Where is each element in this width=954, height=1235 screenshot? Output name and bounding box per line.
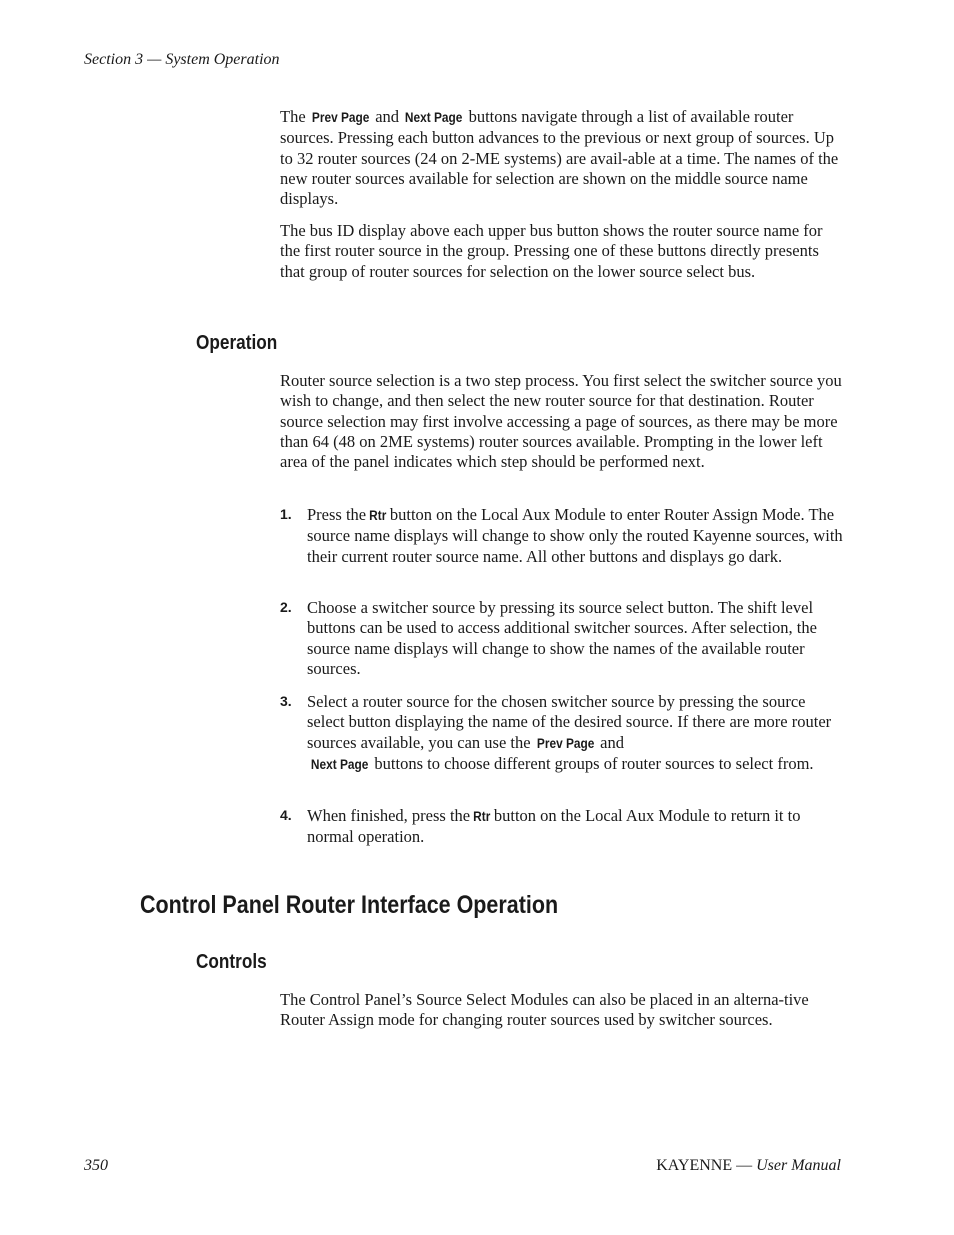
text-run: and: [371, 107, 404, 126]
step-text: [307, 692, 845, 775]
intro-paragraph-1: [280, 107, 845, 209]
prev-page-button-label: Prev Page: [311, 110, 370, 125]
next-page-button-label: Next Page: [405, 110, 463, 125]
controls-paragraph: The Control Panel’s Source Select Modules can also be placed in an alterna-tive Router Assign mode for changing router sources used by switcher sources.: [280, 990, 809, 1030]
text-run: Press the: [307, 505, 371, 524]
step-text: [307, 806, 845, 848]
operation-paragraph: Router source selection is a two step process. You first select the switcher source you wish to change, and then select the new router source for that destination. Router source selection may first involve accessing a page of sources, as there may be more than 64 (48 on 2ME systems) router sources available. Prompting in the lower left area of the panel indicates which step should be performed next.: [280, 371, 842, 472]
step-number: 3.: [280, 693, 292, 709]
step-3: [280, 692, 845, 775]
step-1: [280, 505, 845, 567]
text-run: The: [280, 107, 310, 126]
step-text: Choose a switcher source by pressing its source select button. The shift level buttons can be used to access additional switcher sources. After selection, the source name displays will change to show the names of the available router sources.: [307, 598, 817, 678]
rtr-button-label: Rtr: [369, 508, 387, 523]
prev-page-button-label: Prev Page: [536, 735, 595, 751]
step-4: [280, 806, 845, 848]
operation-heading: Operation: [196, 332, 278, 354]
step-number: 1.: [280, 506, 292, 522]
section-heading: Control Panel Router Interface Operation: [140, 891, 559, 919]
next-page-button-label: Next Page: [310, 756, 369, 772]
product-name: KAYENNE: [656, 1157, 733, 1174]
page-number: 350: [84, 1157, 108, 1174]
running-header: Section 3 — System Operation: [84, 51, 280, 68]
rtr-button-label: Rtr: [473, 809, 491, 824]
step-number: 2.: [280, 599, 292, 615]
text-run: Select a router source for the chosen switcher source by pressing the source select button displaying the name of the desired source. If there are more router sources available, you can use the: [307, 692, 832, 752]
text-run: button on the Local Aux Module to enter Router Assign Mode. The source name displays will change to show only the routed Kayenne sources, with their current router source name. All other buttons and displays go dark.: [307, 505, 843, 566]
document-title: User Manual: [756, 1157, 841, 1174]
controls-heading: Controls: [196, 951, 267, 973]
step-text: [307, 505, 845, 567]
text-run: buttons to choose different groups of router sources to select from.: [370, 753, 814, 773]
step-number: 4.: [280, 807, 292, 823]
footer-title: [656, 1157, 841, 1175]
text-run: and: [596, 732, 624, 752]
text-run: button on the Local Aux Module to return it to normal operation.: [307, 806, 801, 847]
text-run: When finished, press the: [307, 806, 475, 825]
text-run: buttons navigate through a list of available router sources. Pressing each button advances to the previous or next group of sources. Up to 32 router sources (24 on 2-ME systems) are avail-able at a time. The names of the new router sources available for selection are shown on the middle source name displays.: [280, 107, 839, 209]
step-2: [280, 598, 845, 679]
footer-separator: —: [732, 1157, 757, 1174]
intro-paragraph-2: The bus ID display above each upper bus button shows the router source name for the first router source in the group. Pressing one of these buttons directly presents that group of router sources for selection on the lower source select bus.: [280, 221, 823, 281]
